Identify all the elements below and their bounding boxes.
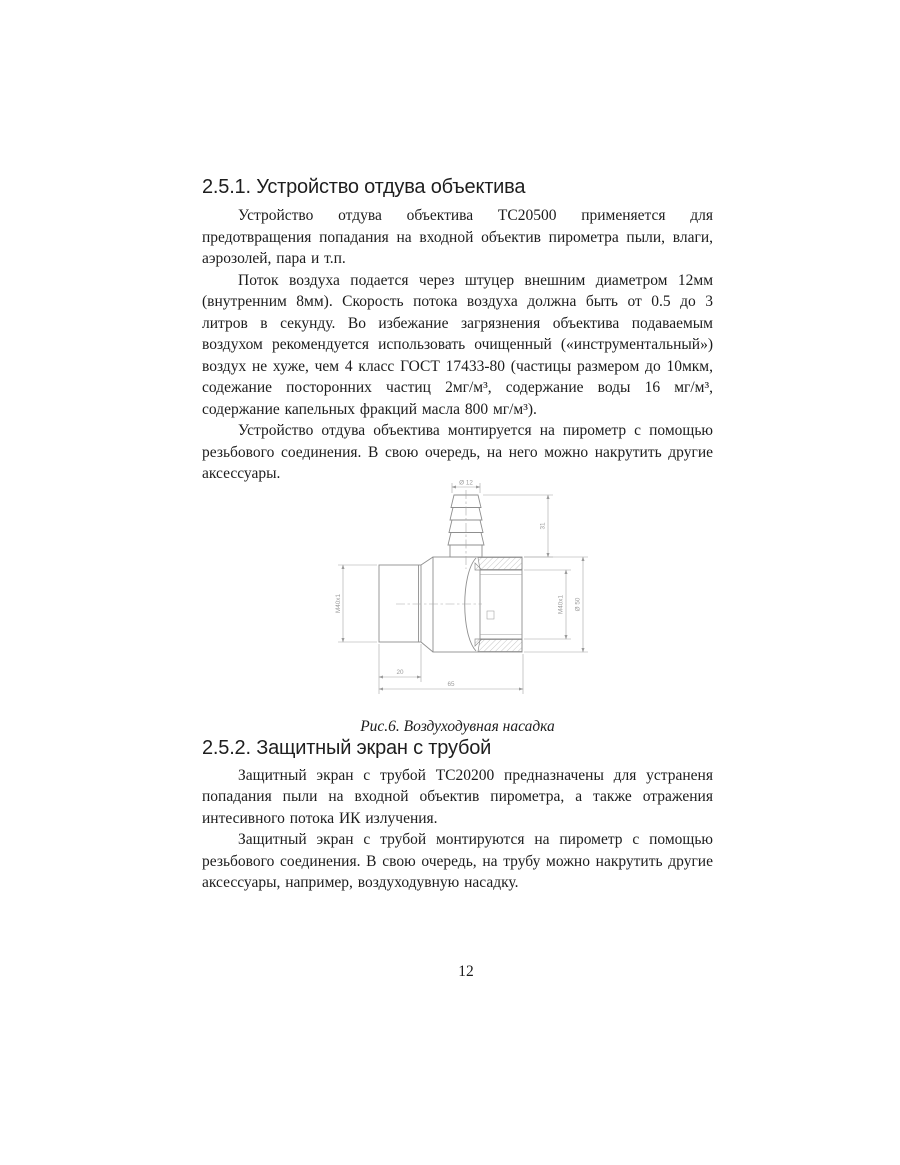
paragraph: Защитный экран с трубой монтируются на пирометр с помощью резьбового соединения. В свою очередь, на трубу можно накрутить другие аксессуары, например, воздуходувную насадку. xyxy=(202,831,713,891)
dimension-label-right-thread: M40x1 xyxy=(557,594,565,614)
dimension-label-left-length: 20 xyxy=(396,668,404,676)
paragraph: Защитный экран с трубой ТС20200 предназначены для устраненя попадания пыли на входной объектив пирометра, а также отражения интесивного потока ИК излучения. xyxy=(202,766,713,827)
technical-drawing-blower-nozzle xyxy=(330,477,620,712)
text-column xyxy=(202,176,713,894)
paragraph: Устройство отдува объектива ТС20500 применяется для предотвращения попадания на входной объектив пирометра пыли, влаги, аэрозолей, пара и т.п. xyxy=(202,207,713,267)
dimension-label-outer-diameter: Ø 50 xyxy=(574,597,582,611)
hatch-top xyxy=(478,557,522,569)
paragraph: Поток воздуха подается через штуцер внешним диаметром 12мм (внутренним 8мм). Скорость потока воздуха должна быть от 0.5 до 3 литров в секунду. Во избежание загрязнения объектива подаваемым воздухом рекомендуется использовать очищенный («инструментальный») воздух не хуже, чем 4 класс ГОСТ 17433-80 (частицы размером до 10мкм, содежание посторонних частиц 2мг/м³, содержание воды 16 мг/м³, содержание капельных фракций масла 800 мг/м³). xyxy=(202,271,713,418)
detail-marker xyxy=(487,611,494,619)
dimension-label-top-diameter: Ø 12 xyxy=(459,479,473,486)
figure-caption: Рис.6. Воздуходувная насадка xyxy=(360,717,555,735)
main-body-outline xyxy=(433,557,522,652)
section-heading-2-5-2: 2.5.2. Защитный экран с трубой xyxy=(202,736,492,759)
dimension-label-barb-height: 31 xyxy=(539,521,547,530)
hatch-bottom xyxy=(478,639,522,651)
paragraph: Устройство отдува объектива монтируется на пирометр с помощью резьбового соединения. В свою очередь, на него можно накрутить другие аксессуары. xyxy=(202,422,713,482)
left-cylinder-outline xyxy=(379,565,421,642)
dimension-label-left-thread: M40x1 xyxy=(335,593,342,613)
internal-lens-curve xyxy=(465,558,476,651)
page-number: 12 xyxy=(458,963,474,980)
section-heading-2-5-1: 2.5.1. Устройство отдува объектива xyxy=(202,176,526,198)
figure-container xyxy=(202,477,713,712)
dimension-label-total-length: 65 xyxy=(447,680,455,688)
